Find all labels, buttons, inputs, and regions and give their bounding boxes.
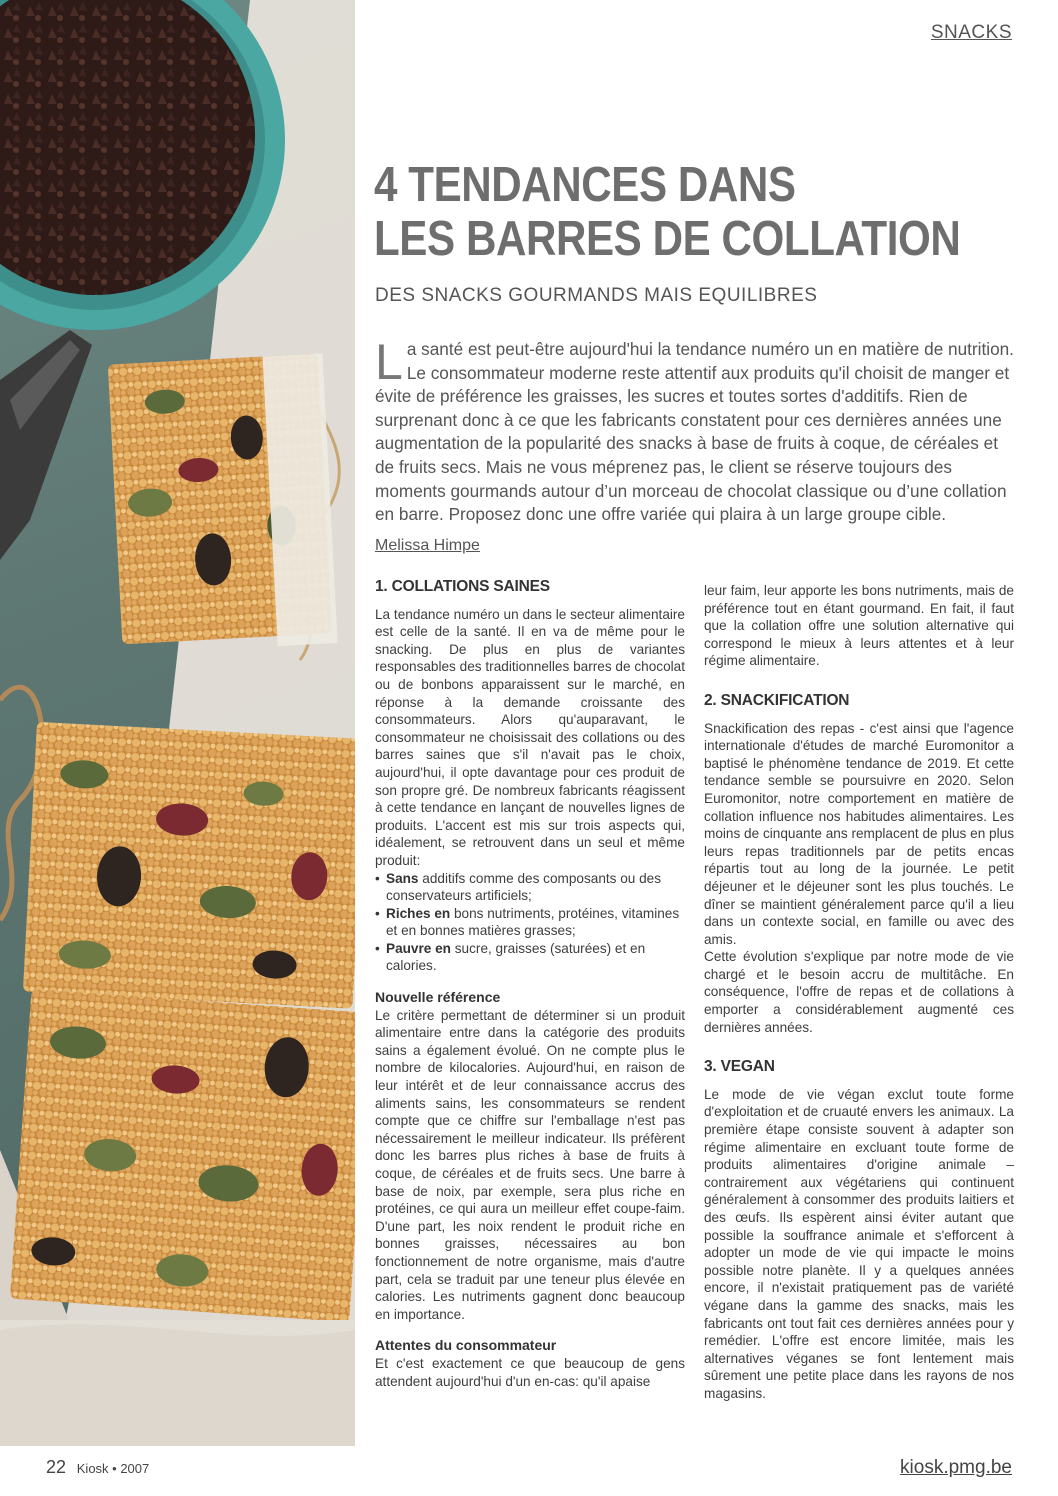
bullet-bold: Riches en <box>386 905 451 921</box>
bullet-bold: Sans <box>386 870 419 886</box>
website-link[interactable]: kiosk.pmg.be <box>900 1457 1012 1478</box>
title-line-2: LES BARRES DE COLLATION <box>374 212 961 266</box>
list-item <box>375 905 685 940</box>
section-heading-snackification: 2. SNACKIFICATION <box>704 691 850 709</box>
bullet-text: sucre, graisses (saturées) et en calories. <box>386 940 646 974</box>
section-heading-collations-saines: 1. COLLATIONS SAINES <box>375 578 550 595</box>
photo-illustration <box>0 0 355 1446</box>
title-line-1: 4 TENDANCES DANS <box>374 158 796 212</box>
body-paragraph: Cette évolution s'explique par notre mode de vie chargé et le besoin accru de multitâche. En conséquence, l'offre de repas et de collations à emporter a considérablement augmenté ces dernières années. <box>704 949 1014 1035</box>
bullet-text: additifs comme des composants ou des conservateurs artificiels; <box>386 870 662 904</box>
subheading-attentes-consommateur: Attentes du consommateur <box>375 1337 557 1354</box>
bullet-bold: Pauvre en <box>386 940 451 956</box>
section-tag: SNACKS <box>930 22 1012 43</box>
page-number: 22 <box>46 1457 67 1477</box>
subheading-nouvelle-reference: Nouvelle référence <box>375 989 501 1006</box>
snack-bars-photo <box>0 0 355 1446</box>
body-paragraph: Le critère permettant de déterminer si un produit alimentaire entre dans la catégorie des produits sains a également évolué. On ne compte plus le nombre de kilocalories. Aujourd'hui, en raison de leur intérêt et de leur connaissance accrus des aliments sains, les consommateurs se rendent compte que ce chiffre sur l'emballage n'est pas nécessairement le meilleur indicateur. Ils préfèrent donc les barres plus riches à base de fruits à coque, de céréales et de fruits secs. Une barre à base de noix, par exemple, sera plus riche en protéines, ce qui aura un meilleur effet coupe-faim. D'une part, les noix rendent le produit riche en bonnes graisses, nécessaires au bon fonctionnement de notre organisme, mais d'autre part, cela se traduit par une teneur plus élevée en calories. Les nutriments gagnent donc beaucoup en importance. <box>375 1007 685 1322</box>
page-footer-left <box>46 1457 149 1478</box>
lead-text: a santé est peut-être aujourd'hui la tendance numéro un en matière de nutrition. Le consommateur moderne reste attentif aux produits qu'il choisit de manger et évite de préférence les graisses, les sucres et toutes sortes d'additifs. Rien de surprenant donc à ce que les fabricants constatent pour ces dernières années une augmentation de la popularité des snacks à base de fruits à coque, de céréales et de fruits secs. Mais ne vous méprenez pas, le client se réserve toujours des moments gourmands autour d’un morceau de chocolat classique ou d’une collation en barre. Proposez donc une offre variée qui plaira à un large groupe cible. <box>375 339 1014 525</box>
body-paragraph: Et c'est exactement ce que beaucoup de gens attendent aujourd'hui d'un en-cas: qu'il apaise <box>375 1355 685 1389</box>
body-paragraph: Snackification des repas - c'est ainsi que l'agence internationale d'études de marché Euromonitor a baptisé le phénomène tendance de 2019. Et cette tendance semble se poursuivre en 2020. Selon Euromonitor, notre comportement en matière de collation influence nos habitudes alimentaires. Les moins de cinquante ans remplacent de plus en plus leurs repas traditionnels par de petits encas répartis tout au long de la journée. Le petit déjeuner et le déjeuner sont les plus touchés. Le dîner se maintient généralement parce qu'il a lieu dans un contexte social, en famille ou avec des amis. <box>704 720 1014 947</box>
body-paragraph: Le mode de vie végan exclut toute forme d'exploitation et de cruauté envers les animaux. La première étape consiste souvent à adapter son régime alimentaire en excluant toute forme de produits alimentaires d'origine animale – contrairement aux végétariens qui continuent généralement à consommer des produits laitiers et des œufs. Ils espèrent ainsi éviter autant que possible la souffrance animale et s'efforcent à adopter un mode de vie qui impacte le moins possible notre planète. Il y a quelques années encore, il n'existait pratiquement pas de variété végane dans la gamme des snacks, mais les fabricants ont tout fait ces dernières années pour y remédier. L'offre est encore limitée, mais les alternatives véganes se font lentement mais sûrement une petite place dans les rayons de nos magasins. <box>704 1086 1014 1401</box>
bullet-text: bons nutriments, protéines, vitamines et en bonnes matières grasses; <box>386 905 680 939</box>
list-item <box>375 870 685 905</box>
author-byline: Melissa Himpe <box>375 537 480 554</box>
publication-name: Kiosk • 2007 <box>76 1461 150 1476</box>
article-subtitle: DES SNACKS GOURMANDS MAIS EQUILIBRES <box>375 285 818 306</box>
right-column <box>704 582 1014 1403</box>
lead-paragraph <box>375 334 1015 527</box>
section-heading-vegan: 3. VEGAN <box>704 1058 775 1076</box>
body-paragraph: leur faim, leur apporte les bons nutriments, mais de préférence tout en étant gourmand. En fait, il faut que la collation offre une solution alternative qui correspond le mieux à leurs attentes et à leur régime alimentaire. <box>704 583 1014 669</box>
bullet-list <box>375 870 685 976</box>
body-paragraph: La tendance numéro un dans le secteur alimentaire est celle de la santé. Il en va de même pour le snacking. De plus en plus de variantes responsables des traditionnelles barres de chocolat ou de bonbons apparaissent sur le marché, en réponse à la demande croissante des consommateurs. Alors qu'auparavant, le consommateur ne choisissait des collations ou des barres saines que s'il n'avait pas le choix, aujourd'hui, il opte davantage pour ces produit de son propre gré. De nombreux fabricants réagissent à cette tendance en lançant de nouvelles lignes de produits. L'accent est mis sur trois aspects qui, idéalement, se retrouvent dans un seul et même produit: <box>375 606 685 868</box>
drop-cap: L <box>375 334 403 390</box>
list-item <box>375 940 685 975</box>
article-title <box>374 158 961 266</box>
left-column <box>375 578 685 1390</box>
